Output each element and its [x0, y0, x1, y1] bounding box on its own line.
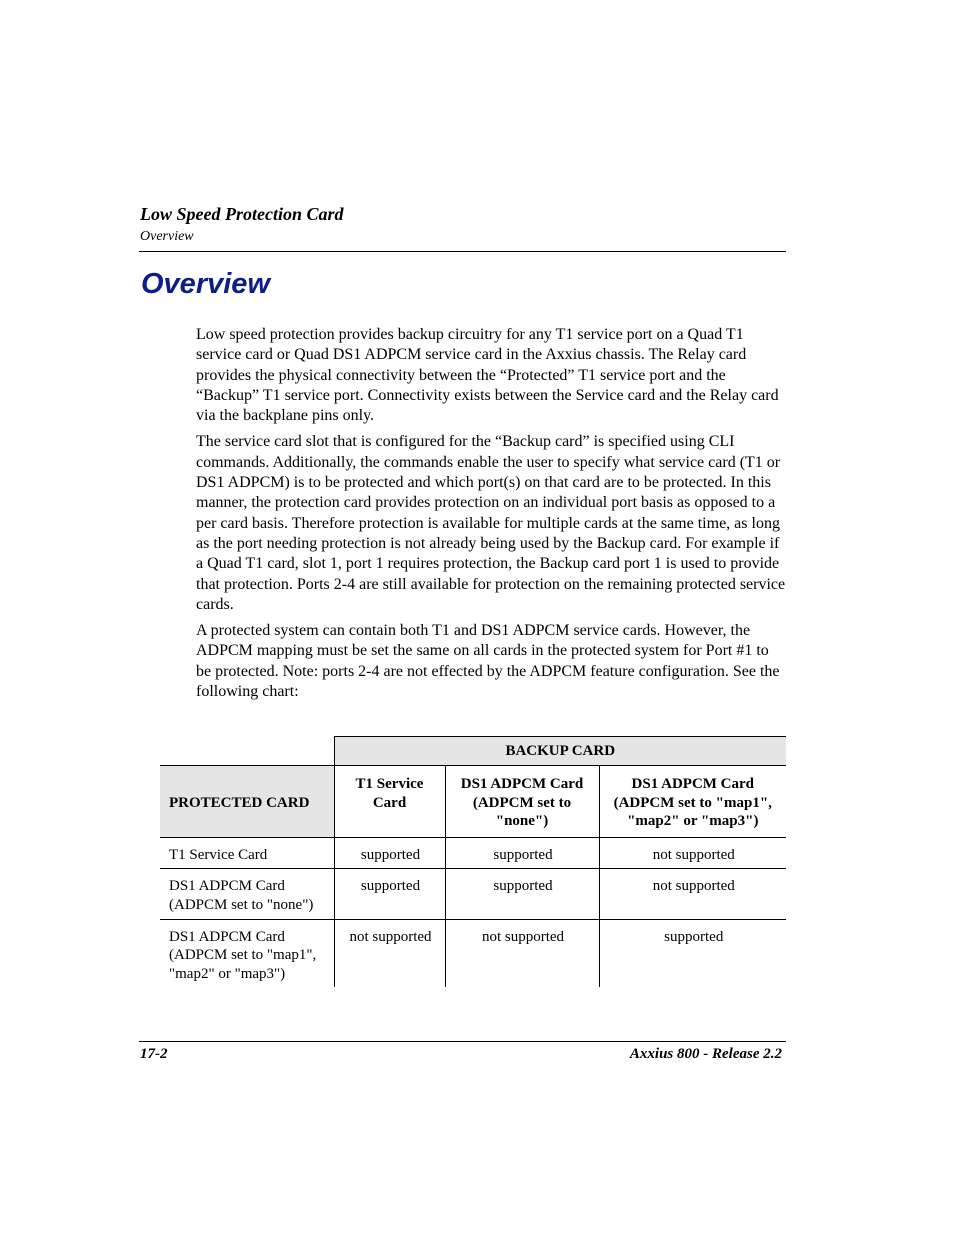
row-label: DS1 ADPCM Card (ADPCM set to "map1", "map2" or "map3") [160, 919, 334, 987]
running-header-title: Low Speed Protection Card [140, 204, 344, 224]
running-header-subtitle: Overview [140, 229, 194, 244]
table-row [160, 869, 786, 919]
table-cell: not supported [445, 919, 599, 987]
table-cell: supported [445, 869, 599, 919]
table-cell: not supported [599, 837, 786, 869]
column-header: DS1 ADPCM Card (ADPCM set to "map1", "map2" or "map3") [599, 766, 786, 838]
footer-product: Axxius 800 - Release 2.2 [629, 1046, 782, 1062]
table-header-row [160, 737, 786, 766]
footer-rule [139, 1041, 786, 1042]
table-row [160, 919, 786, 987]
backup-card-header: BACKUP CARD [334, 737, 786, 766]
row-label: DS1 ADPCM Card (ADPCM set to "none") [160, 869, 334, 919]
column-header: DS1 ADPCM Card (ADPCM set to "none") [445, 766, 599, 838]
table-cell: supported [334, 837, 445, 869]
table-cell: not supported [349, 928, 432, 945]
section-title: Overview [141, 268, 270, 300]
table-cell: supported [599, 919, 786, 987]
paragraph: Low speed protection provides backup circuitry for any T1 service port on a Quad T1 service card or Quad DS1 ADPCM service card in the Axxius chassis. The Relay card provides the physical connectivity between the “Protected” T1 service port and the “Backup” T1 service port. Connectivity exists between the Service card and the Relay card via the backplane pins only. [196, 326, 779, 425]
header-rule [139, 251, 786, 252]
protection-compatibility-table [160, 736, 786, 987]
paragraph: A protected system can contain both T1 and DS1 ADPCM service cards. However, the ADPCM mapping must be set the same on all cards in the protected system for Port #1 to be protected. Note: ports 2-4 are not effected by the ADPCM feature configuration. See the following chart: [196, 622, 780, 701]
table-cell: supported [445, 837, 599, 869]
protected-card-header: PROTECTED CARD [160, 766, 334, 838]
column-header: T1 Service Card [334, 766, 445, 838]
body-text [196, 325, 786, 708]
table-subheader-row [160, 766, 786, 838]
table-cell: not supported [599, 869, 786, 919]
table-cell: supported [334, 869, 445, 919]
table-row [160, 837, 786, 869]
row-label: T1 Service Card [160, 837, 334, 869]
paragraph: The service card slot that is configured for the “Backup card” is specified using CLI commands. Additionally, the commands enable the user to specify what service card (T1 or DS1 ADPCM) is to be protected and which port(s) on that card are to be protected. In this manner, the protection card provides protection on an individual port basis as opposed to a per card basis. Therefore protection is available for multiple cards at the same time, as long as the port needing protection is not already being used by the Backup card. For example if a Quad T1 card, slot 1, port 1 requires protection, the Backup card port 1 is used to provide that protection. Ports 2-4 are still available for protection on the remaining protected service cards. [196, 433, 786, 613]
page-number: 17-2 [140, 1046, 168, 1062]
